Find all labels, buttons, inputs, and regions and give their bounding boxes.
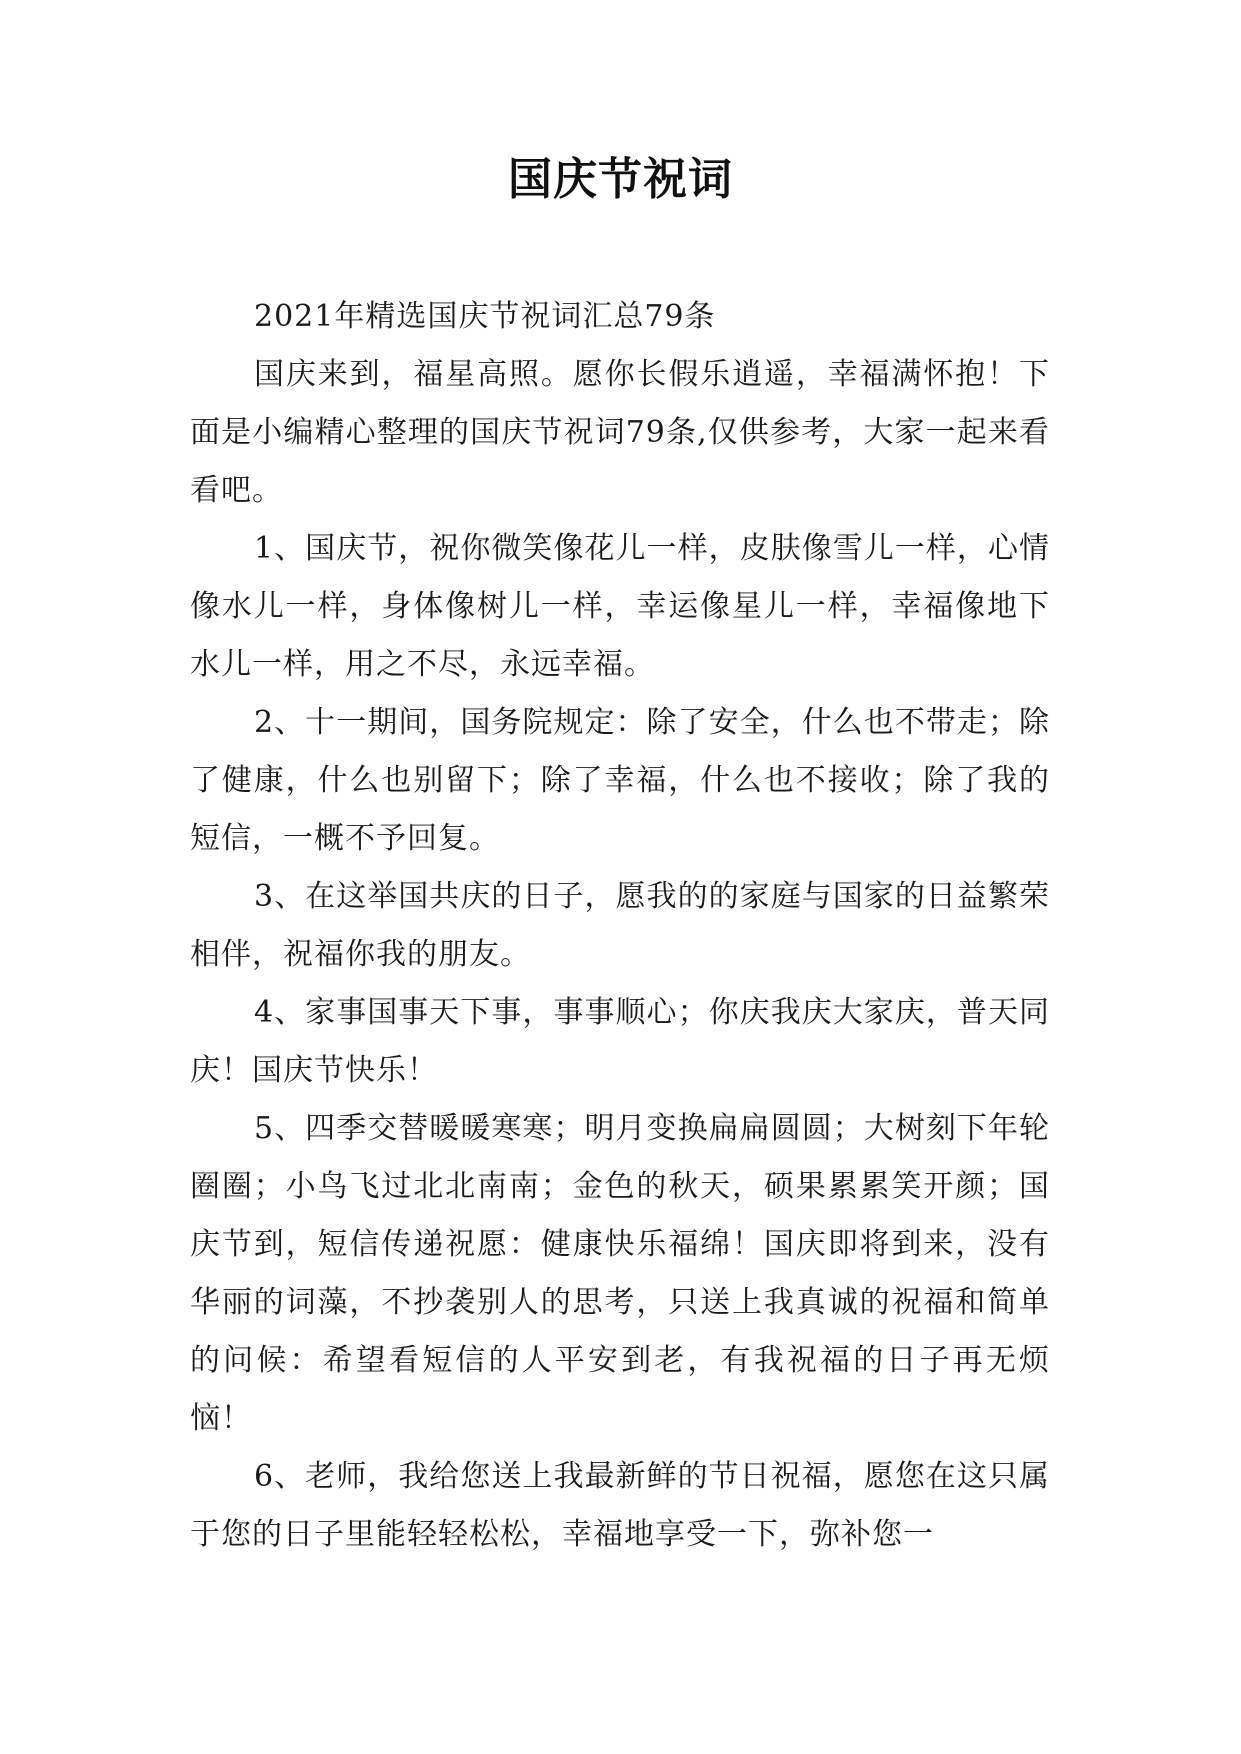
- paragraph-intro: 国庆来到，福星高照。愿你长假乐逍遥，幸福满怀抱！下面是小编精心整理的国庆节祝词79条,仅供参考，大家一起来看看吧。: [190, 357, 1050, 508]
- paragraph-item-1: 1、国庆节，祝你微笑像花儿一样，皮肤像雪儿一样，心情像水儿一样，身体像树儿一样，幸运像星儿一样，幸福像地下水儿一样，用之不尽，永远幸福。: [190, 531, 1050, 682]
- paragraph-subtitle: 2021年精选国庆节祝词汇总79条: [254, 299, 716, 334]
- paragraph-item-3: 3、在这举国共庆的日子，愿我的的家庭与国家的日益繁荣相伴，祝福你我的朋友。: [190, 879, 1050, 972]
- paragraph-item-2: 2、十一期间，国务院规定：除了安全，什么也不带走；除了健康，什么也别留下；除了幸福，什么也不接收；除了我的短信，一概不予回复。: [190, 705, 1050, 856]
- paragraph-item-6: 6、老师，我给您送上我最新鲜的节日祝福，愿您在这只属于您的日子里能轻轻松松，幸福地享受一下，弥补您一: [190, 1459, 1050, 1552]
- document-title: 国庆节祝词: [508, 154, 733, 205]
- document-body: [190, 288, 1050, 1564]
- paragraph-item-4: 4、家事国事天下事，事事顺心；你庆我庆大家庆，普天同庆！国庆节快乐！: [190, 995, 1050, 1088]
- paragraph-item-5: 5、四季交替暖暖寒寒；明月变换扁扁圆圆；大树刻下年轮圈圈；小鸟飞过北北南南；金色的秋天，硕果累累笑开颜；国庆节到，短信传递祝愿：健康快乐福绵！国庆即将到来，没有华丽的词藻，不抄袭别人的思考，只送上我真诚的祝福和简单的问候：希望看短信的人平安到老，有我祝福的日子再无烦恼！: [190, 1111, 1050, 1436]
